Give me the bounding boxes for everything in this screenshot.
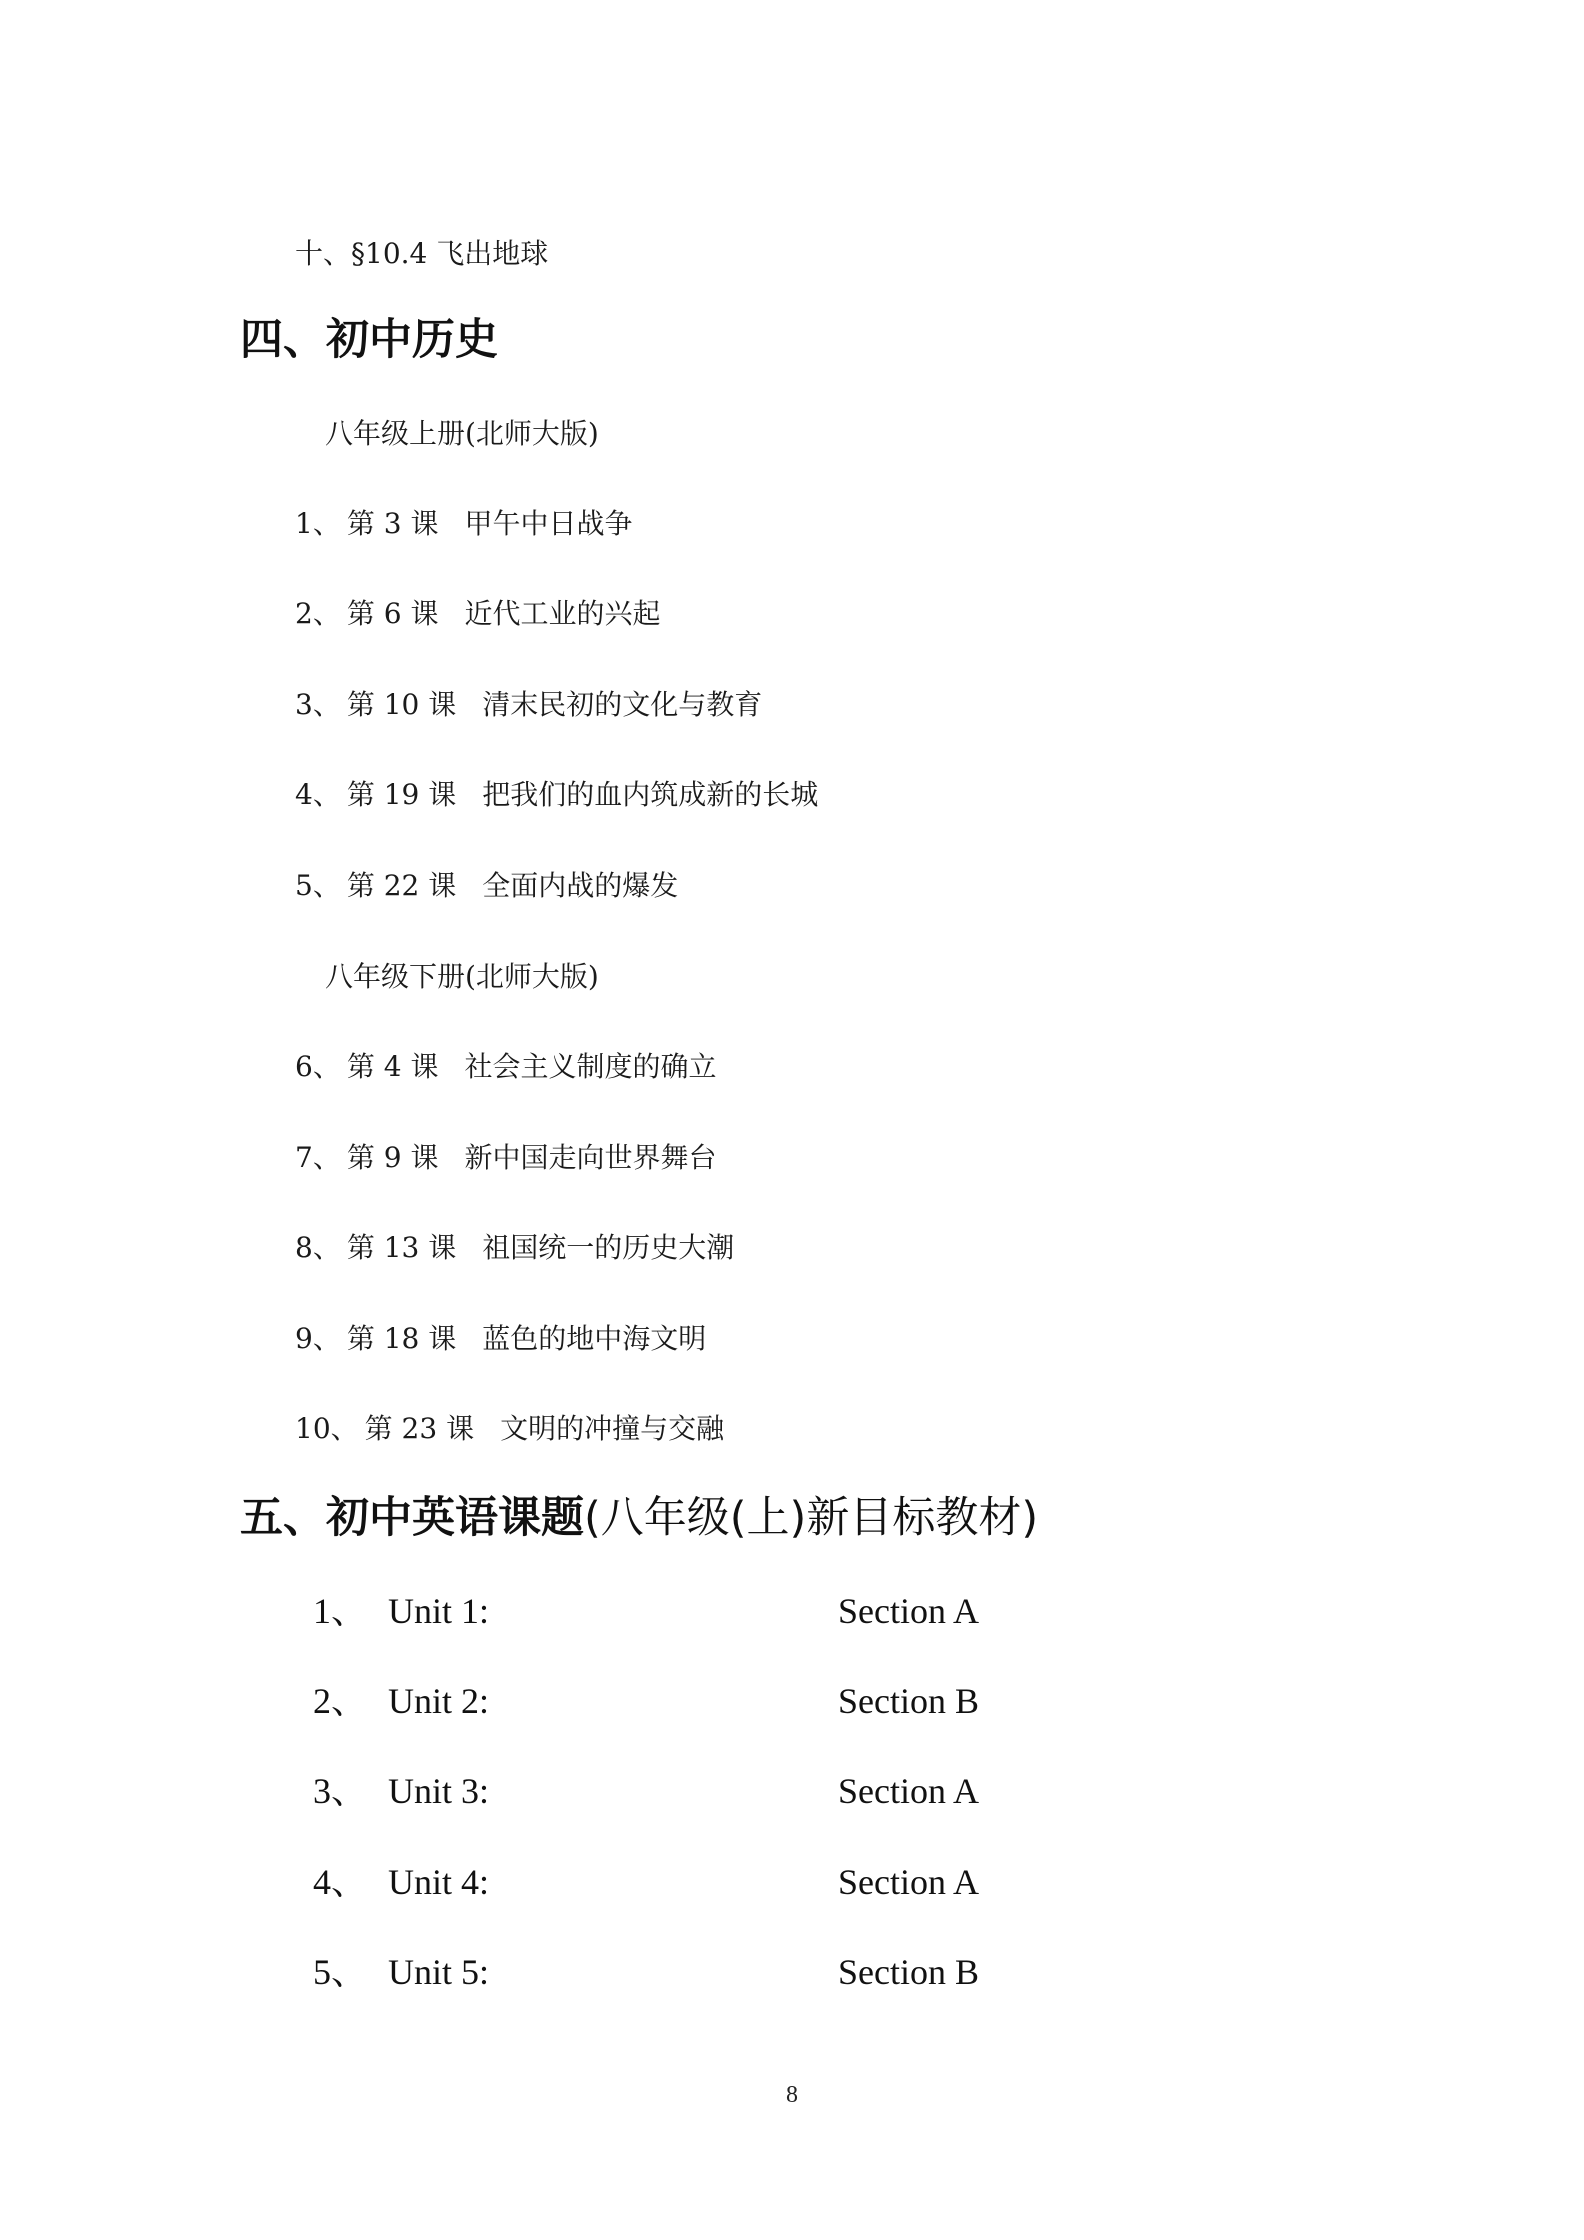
- english-item-unit: Unit 2:: [388, 1681, 490, 1721]
- physics-item-10: 十、§10.4 飞出地球: [295, 237, 549, 270]
- lesson-ref: 第 6 课: [346, 597, 439, 630]
- lesson-number: 4、: [295, 778, 341, 811]
- english-item: [0, 1766, 1584, 1816]
- lesson-title: 祖国统一的历史大潮: [482, 1231, 735, 1264]
- lesson-number: 1、: [295, 507, 341, 540]
- english-item-section: Section A: [838, 1862, 979, 1902]
- lesson-number: 7、: [295, 1141, 341, 1174]
- english-item-unit: Unit 1:: [388, 1591, 490, 1631]
- lesson-ref: 第 9 课: [346, 1141, 439, 1174]
- english-item-section: Section B: [838, 1681, 979, 1721]
- history-lesson: [295, 775, 818, 815]
- english-item-section: Section A: [838, 1771, 979, 1811]
- english-item-unit: Unit 4:: [388, 1862, 490, 1902]
- lesson-number: 8、: [295, 1231, 341, 1264]
- lesson-title: 社会主义制度的确立: [464, 1050, 717, 1083]
- english-item-section: Section B: [838, 1952, 979, 1992]
- english-item: [0, 1857, 1584, 1907]
- lesson-ref: 第 3 课: [346, 507, 439, 540]
- history-lesson: [295, 594, 660, 634]
- english-item-number: 3、: [313, 1771, 368, 1811]
- english-heading-paren: (八年级(上)新目标教材): [584, 1493, 1039, 1543]
- english-heading: [240, 1490, 1038, 1546]
- history-lesson: [295, 866, 678, 906]
- history-heading: 四、初中历史: [240, 315, 498, 365]
- lesson-number: 9、: [295, 1322, 341, 1355]
- lesson-number: 6、: [295, 1050, 341, 1083]
- english-item-number: 1、: [313, 1591, 368, 1631]
- english-item: [0, 1947, 1584, 1997]
- lesson-ref: 第 13 课: [346, 1231, 457, 1264]
- english-item-unit: Unit 3:: [388, 1771, 490, 1811]
- lesson-number: 3、: [295, 688, 341, 721]
- history-grade-upper: 八年级上册(北师大版): [325, 417, 599, 450]
- lesson-title: 新中国走向世界舞台: [464, 1141, 717, 1174]
- lesson-title: 全面内战的爆发: [482, 869, 679, 902]
- english-item-number: 4、: [313, 1862, 368, 1902]
- lesson-ref: 第 10 课: [346, 688, 457, 721]
- lesson-title: 清末民初的文化与教育: [482, 688, 763, 721]
- lesson-number: 2、: [295, 597, 341, 630]
- history-lesson: [295, 504, 632, 544]
- history-lesson: [295, 1319, 706, 1359]
- english-item-number: 2、: [313, 1681, 368, 1721]
- english-item: [0, 1676, 1584, 1726]
- english-item-number: 5、: [313, 1952, 368, 1992]
- lesson-title: 近代工业的兴起: [464, 597, 661, 630]
- history-lesson: [295, 1138, 716, 1178]
- english-item: [0, 1586, 1584, 1636]
- lesson-ref: 第 19 课: [346, 778, 457, 811]
- lesson-ref: 第 4 课: [346, 1050, 439, 1083]
- english-item-unit: Unit 5:: [388, 1952, 490, 1992]
- history-lesson: [295, 1047, 716, 1087]
- lesson-ref: 第 22 课: [346, 869, 457, 902]
- lesson-number: 10、: [295, 1412, 359, 1445]
- lesson-title: 甲午中日战争: [464, 507, 633, 540]
- history-grade-lower: 八年级下册(北师大版): [325, 960, 599, 993]
- lesson-number: 5、: [295, 869, 341, 902]
- lesson-title: 文明的冲撞与交融: [500, 1412, 725, 1445]
- lesson-ref: 第 18 课: [346, 1322, 457, 1355]
- page-number: 8: [786, 2082, 798, 2108]
- history-lesson: [295, 1409, 724, 1449]
- history-lesson: [295, 1228, 734, 1268]
- english-heading-main: 五、初中英语课题: [240, 1493, 584, 1543]
- lesson-title: 蓝色的地中海文明: [482, 1322, 707, 1355]
- history-lesson: [295, 685, 762, 725]
- lesson-title: 把我们的血内筑成新的长城: [482, 778, 819, 811]
- lesson-ref: 第 23 课: [364, 1412, 475, 1445]
- english-item-section: Section A: [838, 1591, 979, 1631]
